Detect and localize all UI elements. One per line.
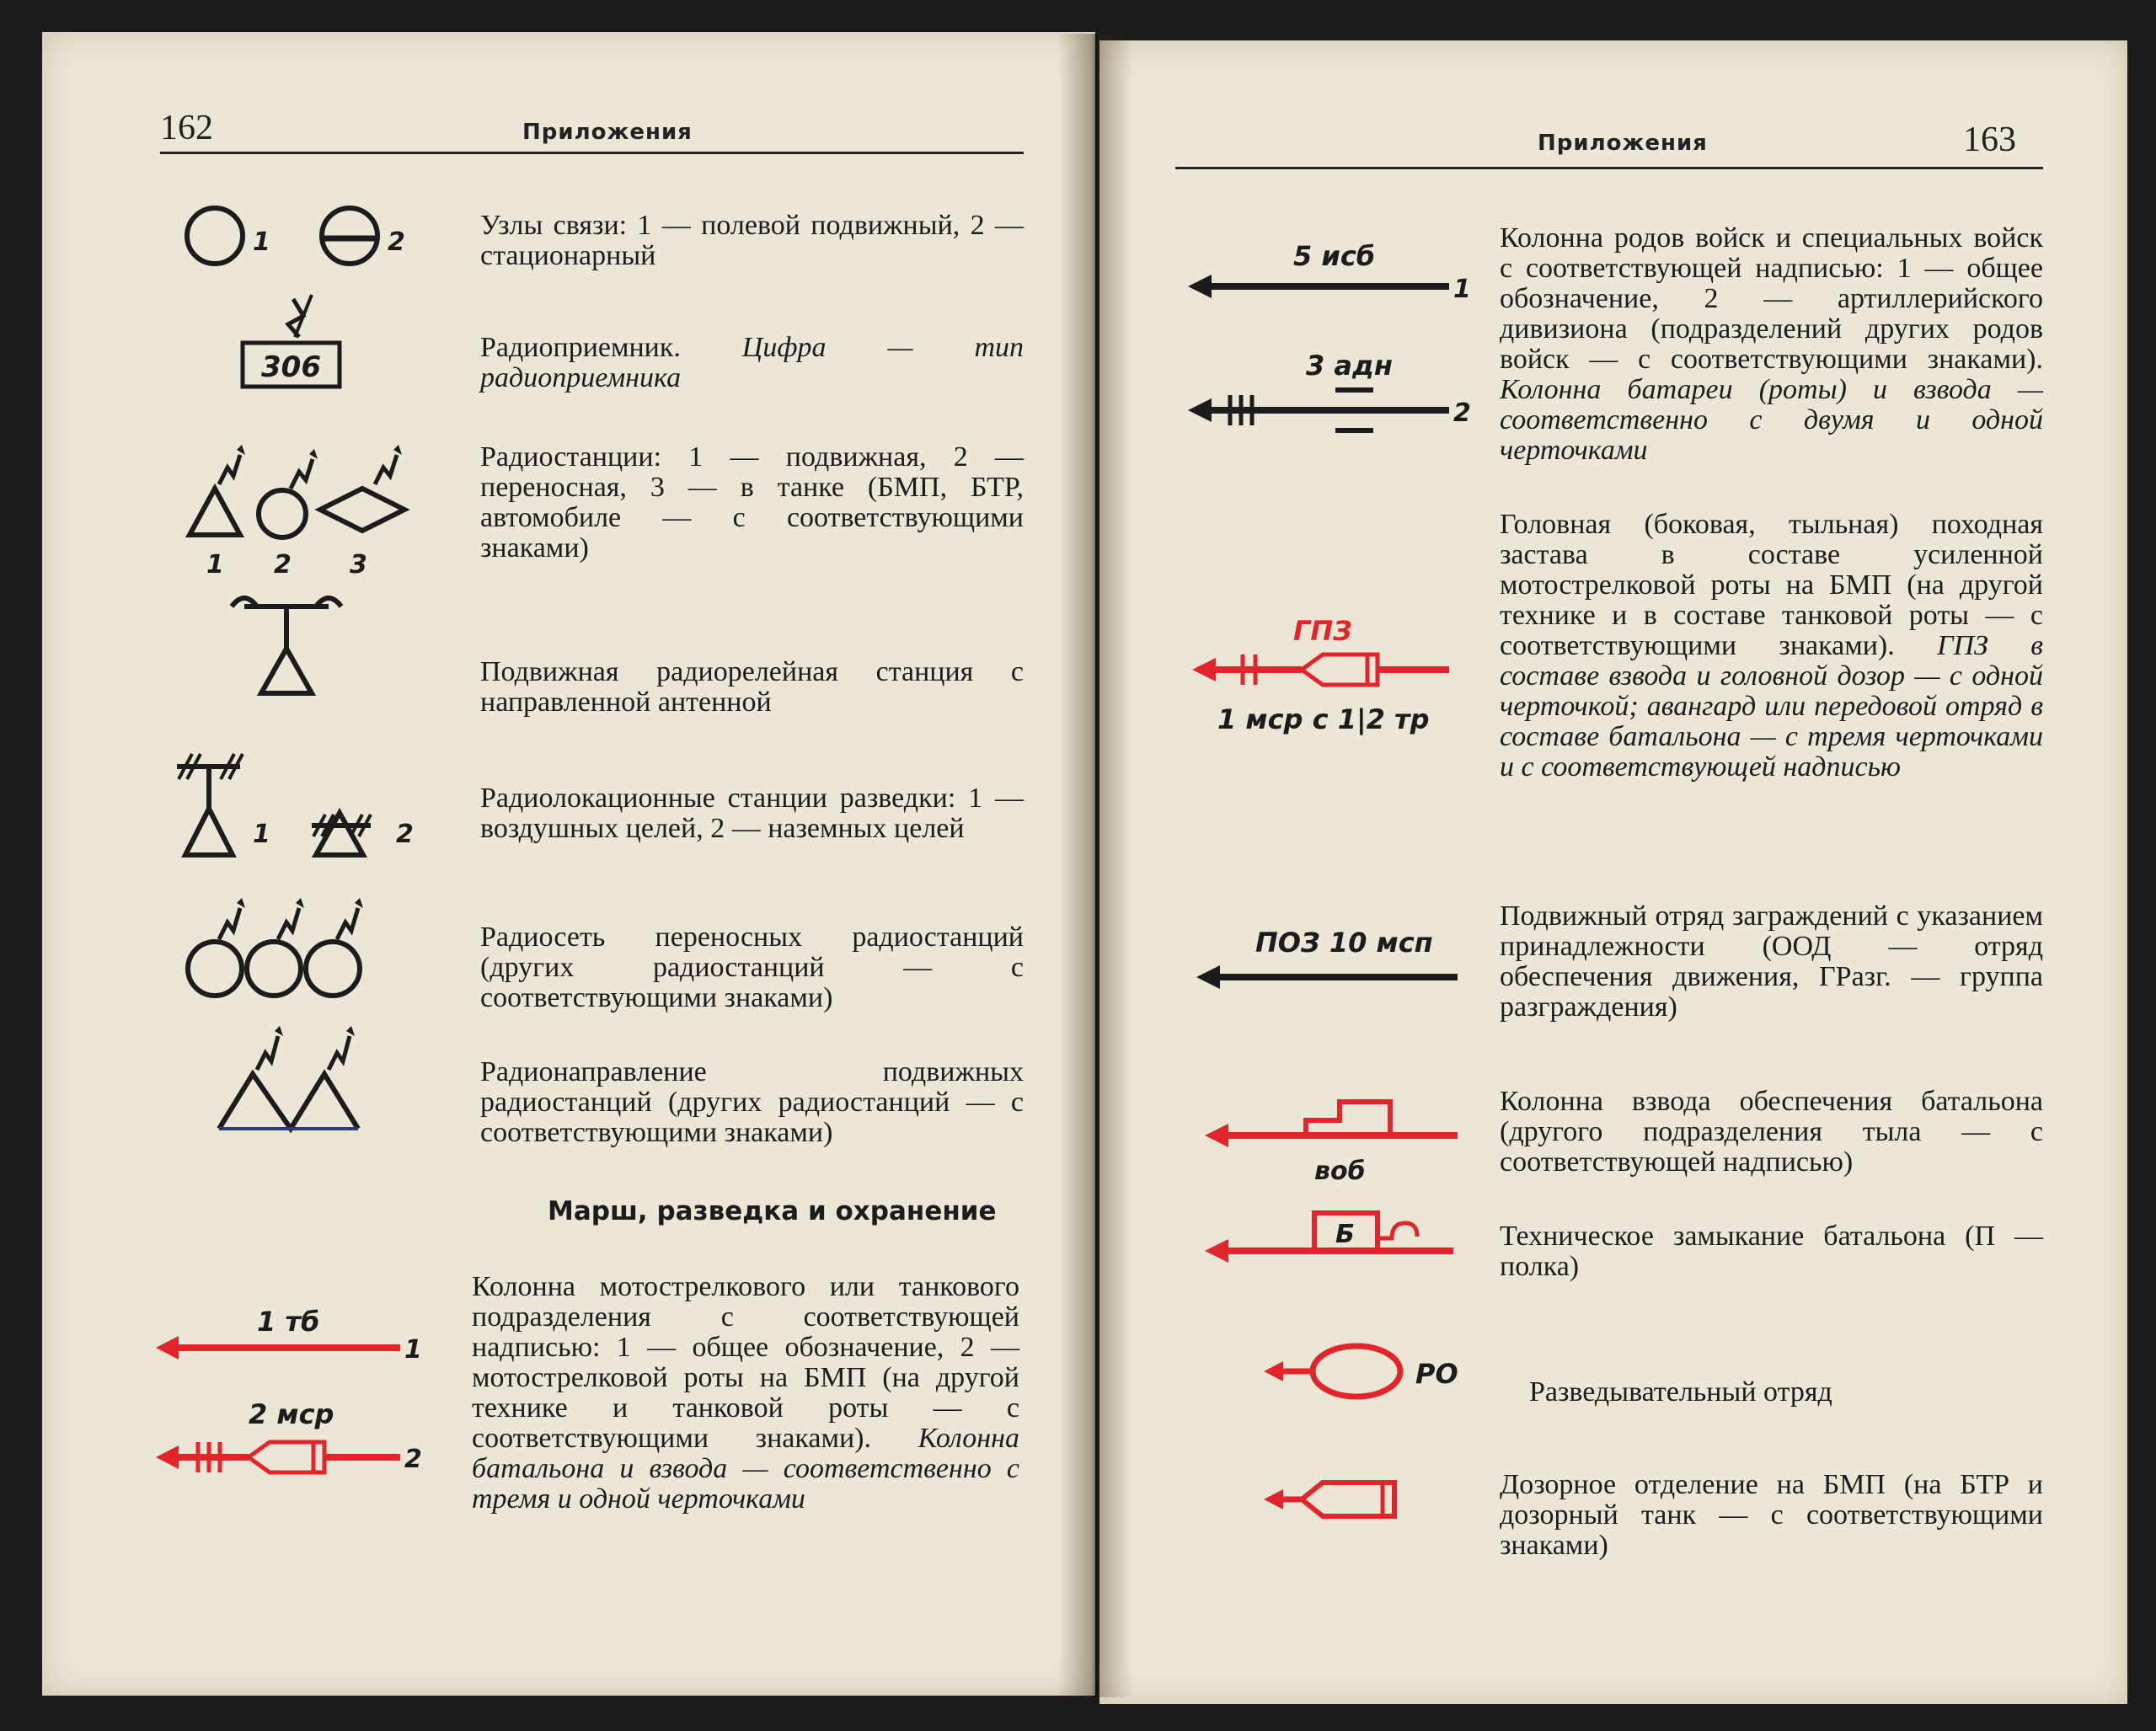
label-poz: ПОЗ 10 мсп	[1255, 927, 1433, 959]
radio-relay-station-symbol	[223, 585, 358, 703]
section-heading: Марш, разведка и охранение	[548, 1196, 997, 1226]
radio-receiver-text: Радиоприемник. Цифра — тип радиоприемника	[480, 332, 1024, 393]
left-page-number: 162	[160, 109, 213, 147]
num-1: 1	[1453, 275, 1471, 304]
radio-receiver-symbol	[236, 291, 362, 396]
radar-stations-text: Радиолокационные станции разведки: 1 — воздушных целей, 2 — наземных целей	[480, 783, 1024, 844]
march-column-symbols	[152, 1297, 438, 1491]
support-platoon-symbol	[1196, 1095, 1466, 1188]
patrol-squad-text: Дозорное отделение на БМП (на БТР и дозорный танк — с соответствующими знаками)	[1500, 1469, 2043, 1561]
right-header-rule	[1175, 167, 2043, 169]
left-header-rule	[160, 152, 1024, 154]
num-2: 2	[404, 1445, 422, 1474]
radar-station-symbols	[169, 745, 430, 872]
left-running-header: Приложения	[522, 120, 693, 145]
label-gpz-composition: 1 мср с 1|2 тр	[1217, 703, 1430, 735]
label-1tb: 1 тб	[257, 1306, 320, 1338]
radio-net-text: Радиосеть переносных радиостанций (других радиостанций — с соответствующими знаками)	[480, 922, 1024, 1013]
num-1: 1	[253, 820, 270, 849]
comm-node-symbols	[169, 198, 421, 282]
label-vob: воб	[1314, 1157, 1366, 1186]
radio-direction-text: Радионаправление подвижных радиостанций (других радиостанций — с соответствующими знаками)	[480, 1056, 1024, 1148]
recon-detachment-text: Разведывательный отряд	[1529, 1376, 1832, 1408]
arms-column-text: Колонна родов войск и специальных войск с соответствующей надписью: 1 — общее обозначение, 2 — артиллерийского дивизиона (подразделений других родов войск — с соответствующими знаками). Колонна батареи (роты) и взвода — соответственно с двумя и одной черточками	[1500, 222, 2043, 466]
num-2: 2	[396, 820, 414, 849]
advance-guard-symbol	[1184, 611, 1470, 745]
radio-relay-text: Подвижная радиорелейная станция с направленной антенной	[480, 656, 1024, 718]
march-column-text: Колонна мотострелкового или танкового подразделения с соответствующей надписью: 1 — общее обозначение, 2 — мотострелковой роты на БМП (на другой технике и танковой роты — с соответствующими знаками). Колонна батальона и взвода — соответственно с тремя и одной черточками	[472, 1271, 1019, 1515]
num-1: 1	[253, 227, 270, 257]
radio-stations-text: Радиостанции: 1 — подвижная, 2 — переносная, 3 — в танке (БМП, БТР, автомобиле — с соответствующими знаками)	[480, 441, 1024, 564]
recon-detachment-symbol	[1260, 1339, 1479, 1407]
num-1: 1	[206, 550, 224, 580]
label-gpz: ГПЗ	[1293, 615, 1352, 647]
patrol-squad-symbol	[1260, 1470, 1428, 1529]
receiver-label: 306	[261, 350, 321, 384]
radio-station-symbols	[181, 438, 425, 590]
right-running-header: Приложения	[1538, 131, 1708, 156]
num-2: 2	[274, 550, 292, 580]
label-2msr: 2 мср	[249, 1398, 334, 1430]
book-gutter	[1057, 34, 1133, 1697]
label-ro: РО	[1415, 1358, 1458, 1390]
label-b: Б	[1335, 1220, 1355, 1249]
label-5isb: 5 исб	[1293, 240, 1376, 272]
obstacle-detachment-symbol	[1188, 927, 1466, 994]
num-2: 2	[1453, 398, 1471, 428]
radio-direction-symbol	[211, 1019, 396, 1137]
num-1: 1	[404, 1335, 422, 1365]
advance-guard-text: Головная (боковая, тыльная) походная застава в составе усиленной мотострелковой роты на БМП (на другой технике и в составе танковой роты — с соответствующими знаками). ГПЗ в составе взвода и головной дозор — с одной черточкой; авангард или передовой отряд в составе батальона — с тремя черточками и с соответствующей надписью	[1500, 509, 2043, 783]
right-page-number: 163	[1963, 120, 2016, 159]
num-2: 2	[388, 227, 405, 257]
obstacle-detachment-text: Подвижный отряд заграждений с указанием принадлежности (ООД — отряд обеспечения движения, ГРазг. — группа разграждения)	[1500, 900, 2043, 1023]
technical-closure-text: Техническое замыкание батальона (П — полка)	[1500, 1221, 2043, 1282]
radio-net-symbol	[181, 893, 400, 1002]
arms-column-symbols	[1180, 232, 1483, 442]
comm-node-text: Узлы связи: 1 — полевой подвижный, 2 — стационарный	[480, 210, 1024, 271]
num-3: 3	[350, 550, 367, 580]
label-3adn: 3 адн	[1306, 350, 1393, 382]
technical-closure-symbol	[1196, 1205, 1466, 1272]
support-platoon-text: Колонна взвода обеспечения батальона (другого подразделения тыла — с соответствующей надписью)	[1500, 1086, 2043, 1178]
